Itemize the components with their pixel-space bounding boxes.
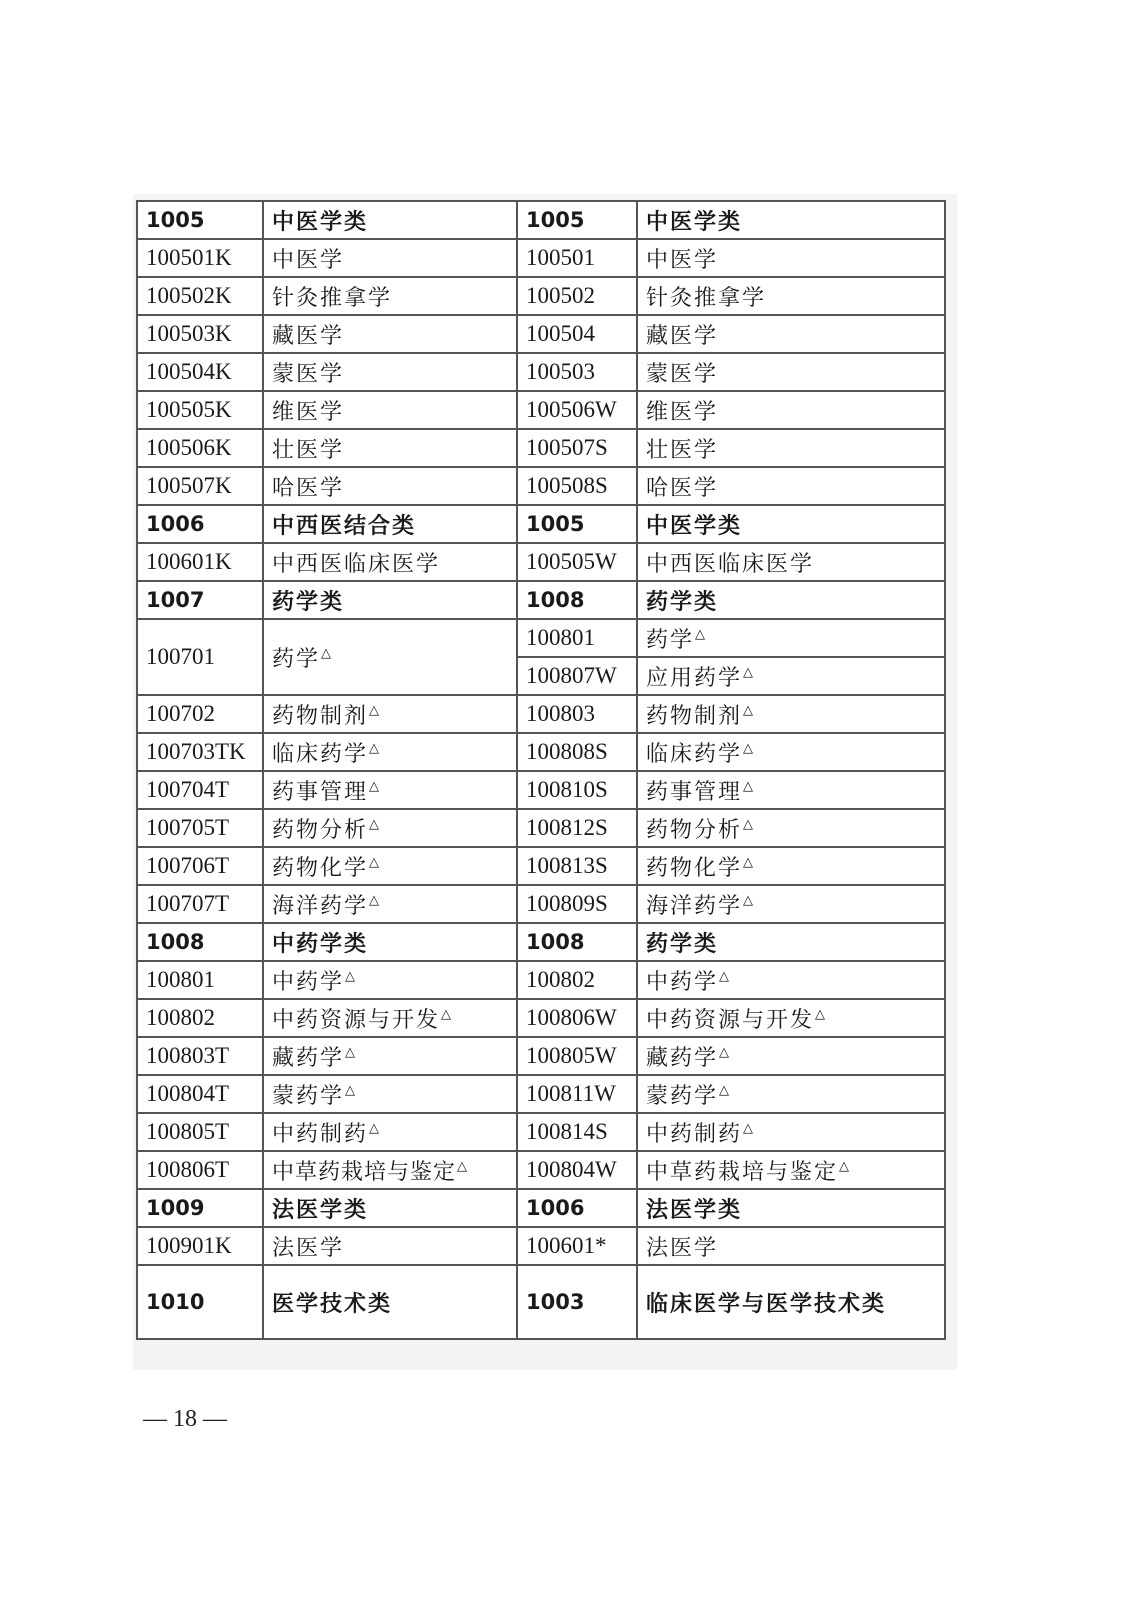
right-major-code: 100506W: [517, 391, 637, 429]
right-category-name: 药学类: [637, 923, 945, 961]
left-category-code: 1009: [137, 1189, 263, 1227]
left-major-code: 100701: [137, 619, 263, 695]
right-category-code: 1008: [517, 581, 637, 619]
left-major-name: 针灸推拿学: [263, 277, 517, 315]
triangle-mark: △: [743, 855, 754, 871]
left-major-name: [263, 1113, 517, 1151]
left-major-name: 法医学: [263, 1227, 517, 1265]
left-category-name: 医学技术类: [263, 1265, 517, 1339]
category-row: [137, 201, 945, 239]
major-name-text: 药学: [646, 627, 695, 653]
table-row: [137, 391, 945, 429]
right-major-code: 100814S: [517, 1113, 637, 1151]
right-major-code: 100504: [517, 315, 637, 353]
table-row: [137, 277, 945, 315]
category-row: [137, 1189, 945, 1227]
triangle-mark: △: [695, 627, 706, 643]
right-major-name: 维医学: [637, 391, 945, 429]
table-row: [137, 847, 945, 885]
right-major-code: 100811W: [517, 1075, 637, 1113]
major-name-text: 药物制剂: [272, 703, 369, 729]
right-major-code: 100502: [517, 277, 637, 315]
right-major-code: 100805W: [517, 1037, 637, 1075]
left-major-name: 哈医学: [263, 467, 517, 505]
right-major-name: [637, 961, 945, 999]
major-name-text: 中药制药: [272, 1121, 369, 1147]
left-major-name: 中医学: [263, 239, 517, 277]
left-major-code: 100704T: [137, 771, 263, 809]
right-major-name: 藏医学: [637, 315, 945, 353]
triangle-mark: △: [369, 855, 380, 871]
major-name-text: 中药资源与开发: [272, 1007, 441, 1033]
right-major-name: [637, 999, 945, 1037]
table-row: [137, 619, 945, 657]
left-major-code: 100707T: [137, 885, 263, 923]
table-row: [137, 771, 945, 809]
right-category-code: 1005: [517, 201, 637, 239]
left-major-name: [263, 1075, 517, 1113]
right-major-name: 蒙医学: [637, 353, 945, 391]
major-name-text: 蒙药学: [272, 1083, 345, 1109]
category-row: [137, 1265, 945, 1339]
right-major-name: 法医学: [637, 1227, 945, 1265]
left-major-code: 100706T: [137, 847, 263, 885]
category-row: [137, 505, 945, 543]
triangle-mark: △: [345, 1083, 356, 1099]
table-row: [137, 1075, 945, 1113]
right-major-name: [637, 657, 945, 695]
left-major-code: 100805T: [137, 1113, 263, 1151]
table-row: [137, 239, 945, 277]
right-major-name: 中医学: [637, 239, 945, 277]
left-category-code: 1008: [137, 923, 263, 961]
left-category-name: 中药学类: [263, 923, 517, 961]
triangle-mark: △: [321, 646, 332, 662]
right-major-code: 100812S: [517, 809, 637, 847]
triangle-mark: △: [719, 1083, 730, 1099]
right-major-code: 100806W: [517, 999, 637, 1037]
major-name-text: 中药制药: [646, 1121, 743, 1147]
left-major-name: 蒙医学: [263, 353, 517, 391]
table-row: [137, 543, 945, 581]
major-name-text: 药物制剂: [646, 703, 743, 729]
triangle-mark: △: [743, 741, 754, 757]
right-major-name: [637, 809, 945, 847]
major-name-text: 临床药学: [272, 741, 369, 767]
table-row: [137, 1113, 945, 1151]
triangle-mark: △: [743, 817, 754, 833]
left-major-name: 维医学: [263, 391, 517, 429]
triangle-mark: △: [815, 1007, 826, 1023]
right-major-code: 100505W: [517, 543, 637, 581]
triangle-mark: △: [345, 969, 356, 985]
table-row: [137, 695, 945, 733]
triangle-mark: △: [369, 893, 380, 909]
left-major-name: [263, 961, 517, 999]
right-major-code: 100809S: [517, 885, 637, 923]
table-row: [137, 429, 945, 467]
right-major-name: [637, 885, 945, 923]
left-major-code: 100504K: [137, 353, 263, 391]
major-name-text: 药物化学: [272, 855, 369, 881]
major-name-text: 海洋药学: [272, 893, 369, 919]
table-row: [137, 1151, 945, 1189]
left-category-name: 法医学类: [263, 1189, 517, 1227]
right-major-name: 中西医临床医学: [637, 543, 945, 581]
left-major-code: 100702: [137, 695, 263, 733]
right-category-name: 药学类: [637, 581, 945, 619]
right-major-name: [637, 1037, 945, 1075]
major-name-text: 中药学: [272, 969, 345, 995]
triangle-mark: △: [719, 1045, 730, 1061]
right-major-name: [637, 847, 945, 885]
right-category-name: 临床医学与医学技术类: [637, 1265, 945, 1339]
table-row: [137, 315, 945, 353]
page-number: — 18 —: [143, 1406, 227, 1432]
left-major-code: 100502K: [137, 277, 263, 315]
triangle-mark: △: [345, 1045, 356, 1061]
triangle-mark: △: [369, 1121, 380, 1137]
right-major-name: [637, 619, 945, 657]
left-category-code: 1005: [137, 201, 263, 239]
right-category-name: 中医学类: [637, 505, 945, 543]
left-major-name: 藏医学: [263, 315, 517, 353]
left-category-name: 药学类: [263, 581, 517, 619]
left-major-name: [263, 1037, 517, 1075]
right-major-code: 100804W: [517, 1151, 637, 1189]
triangle-mark: △: [369, 817, 380, 833]
triangle-mark: △: [743, 703, 754, 719]
category-row: [137, 923, 945, 961]
right-category-code: 1005: [517, 505, 637, 543]
left-major-name: 中西医临床医学: [263, 543, 517, 581]
left-major-name: [263, 733, 517, 771]
left-major-code: 100806T: [137, 1151, 263, 1189]
table-row: [137, 353, 945, 391]
major-name-text: 中药学: [646, 969, 719, 995]
left-major-code: 100507K: [137, 467, 263, 505]
triangle-mark: △: [369, 703, 380, 719]
table-row: [137, 999, 945, 1037]
left-major-code: 100503K: [137, 315, 263, 353]
triangle-mark: △: [743, 779, 754, 795]
right-major-name: 壮医学: [637, 429, 945, 467]
major-name-text: 海洋药学: [646, 893, 743, 919]
triangle-mark: △: [719, 969, 730, 985]
table-row: [137, 1227, 945, 1265]
right-major-code: 100503: [517, 353, 637, 391]
left-major-name: [263, 999, 517, 1037]
left-major-code: 100801: [137, 961, 263, 999]
left-major-name: [263, 695, 517, 733]
left-major-name: 壮医学: [263, 429, 517, 467]
right-category-code: 1006: [517, 1189, 637, 1227]
left-category-code: 1007: [137, 581, 263, 619]
triangle-mark: △: [369, 779, 380, 795]
left-major-name: [263, 809, 517, 847]
triangle-mark: △: [369, 741, 380, 757]
major-name-text: 药事管理: [646, 779, 743, 805]
right-major-name: 哈医学: [637, 467, 945, 505]
major-name-text: 药学: [272, 646, 321, 672]
major-name-text: 中草药栽培与鉴定: [272, 1159, 457, 1185]
right-category-code: 1003: [517, 1265, 637, 1339]
triangle-mark: △: [743, 893, 754, 909]
left-category-name: 中西医结合类: [263, 505, 517, 543]
right-major-code: 100601*: [517, 1227, 637, 1265]
left-major-name: [263, 771, 517, 809]
category-row: [137, 581, 945, 619]
table-row: [137, 1037, 945, 1075]
left-major-name: [263, 885, 517, 923]
triangle-mark: △: [743, 665, 754, 681]
left-major-code: 100501K: [137, 239, 263, 277]
left-category-code: 1010: [137, 1265, 263, 1339]
left-major-code: 100505K: [137, 391, 263, 429]
right-category-code: 1008: [517, 923, 637, 961]
right-major-name: [637, 733, 945, 771]
major-name-text: 临床药学: [646, 741, 743, 767]
right-major-code: 100810S: [517, 771, 637, 809]
right-major-code: 100813S: [517, 847, 637, 885]
left-major-code: 100703TK: [137, 733, 263, 771]
left-category-name: 中医学类: [263, 201, 517, 239]
right-major-code: 100507S: [517, 429, 637, 467]
major-comparison-table: [136, 200, 946, 1340]
table-row: [137, 733, 945, 771]
triangle-mark: △: [743, 1121, 754, 1137]
left-major-name: [263, 619, 517, 695]
left-major-code: 100901K: [137, 1227, 263, 1265]
major-name-text: 药事管理: [272, 779, 369, 805]
major-name-text: 藏药学: [646, 1045, 719, 1071]
major-name-text: 蒙药学: [646, 1083, 719, 1109]
right-major-name: [637, 1151, 945, 1189]
right-major-code: 100801: [517, 619, 637, 657]
left-major-code: 100802: [137, 999, 263, 1037]
right-major-name: [637, 771, 945, 809]
left-major-name: [263, 847, 517, 885]
right-major-code: 100803: [517, 695, 637, 733]
right-major-name: 针灸推拿学: [637, 277, 945, 315]
left-major-name: [263, 1151, 517, 1189]
major-name-text: 药物分析: [272, 817, 369, 843]
left-major-code: 100601K: [137, 543, 263, 581]
right-major-code: 100802: [517, 961, 637, 999]
left-major-code: 100803T: [137, 1037, 263, 1075]
major-name-text: 应用药学: [646, 665, 743, 691]
major-name-text: 中草药栽培与鉴定: [646, 1159, 839, 1185]
right-major-name: [637, 1113, 945, 1151]
left-major-code: 100804T: [137, 1075, 263, 1113]
left-major-code: 100506K: [137, 429, 263, 467]
right-major-code: 100807W: [517, 657, 637, 695]
table-row: [137, 809, 945, 847]
triangle-mark: △: [441, 1007, 452, 1023]
table-row: [137, 467, 945, 505]
major-name-text: 中药资源与开发: [646, 1007, 815, 1033]
left-category-code: 1006: [137, 505, 263, 543]
triangle-mark: △: [457, 1159, 468, 1175]
table-row: [137, 885, 945, 923]
right-category-name: 中医学类: [637, 201, 945, 239]
right-major-code: 100508S: [517, 467, 637, 505]
major-name-text: 藏药学: [272, 1045, 345, 1071]
right-major-code: 100501: [517, 239, 637, 277]
triangle-mark: △: [839, 1159, 850, 1175]
table-row: [137, 961, 945, 999]
major-name-text: 药物化学: [646, 855, 743, 881]
major-name-text: 药物分析: [646, 817, 743, 843]
right-major-name: [637, 695, 945, 733]
left-major-code: 100705T: [137, 809, 263, 847]
right-category-name: 法医学类: [637, 1189, 945, 1227]
right-major-name: [637, 1075, 945, 1113]
right-major-code: 100808S: [517, 733, 637, 771]
